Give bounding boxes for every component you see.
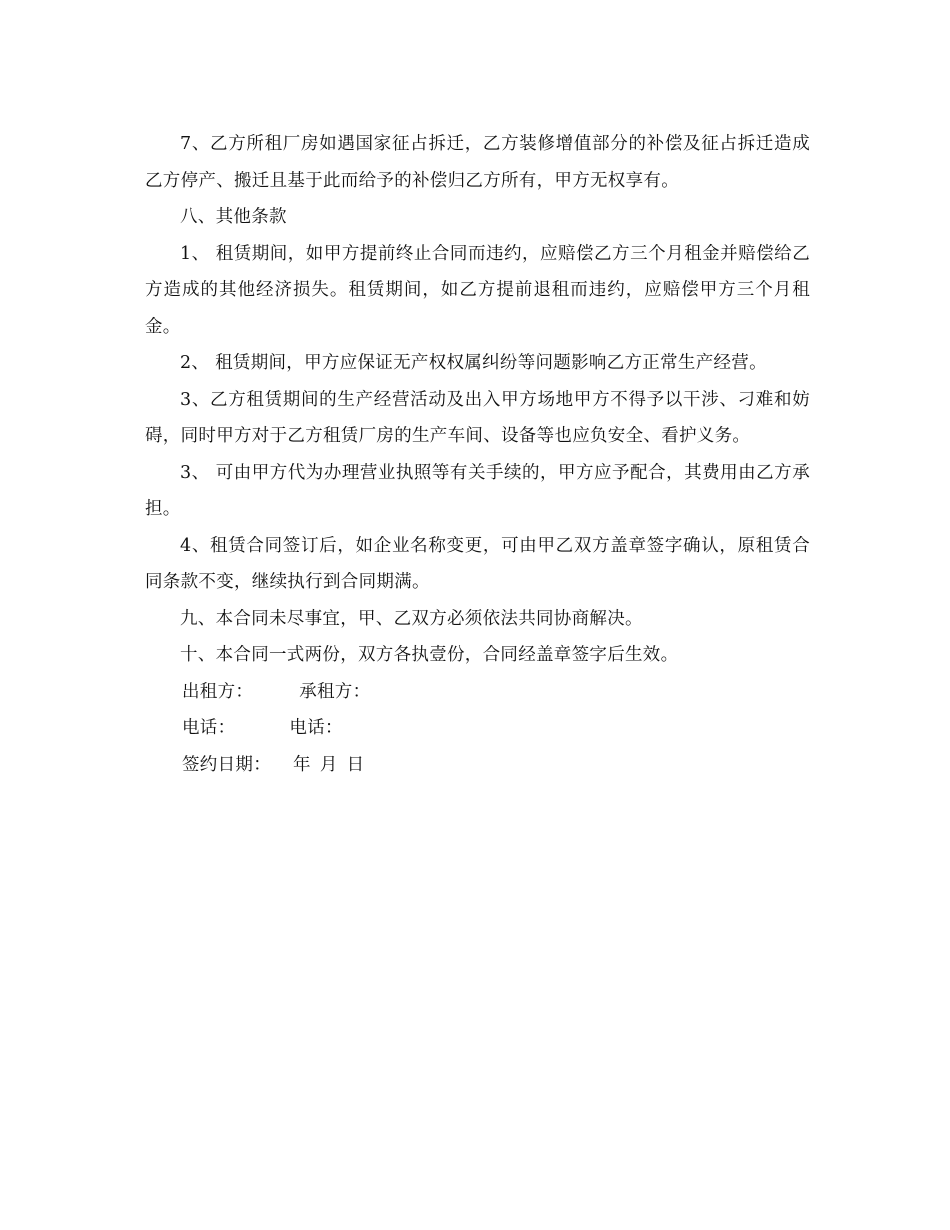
date-month-label: 月: [319, 754, 338, 775]
lessee-phone-label: 电话：: [289, 718, 343, 738]
section-9-unresolved-matters: 九、本合同未尽事宜，甲、乙双方必须依法共同协商解决。: [180, 608, 643, 629]
lessor-phone-label: 电话：: [182, 718, 236, 738]
section-10-copies: 十、本合同一式两份，双方各执壹份，合同经盖章签字后生效。: [180, 645, 679, 665]
clause-2-property-rights: 2、 租赁期间，甲方应保证无产权权属纠纷等问题影响乙方正常生产经营。: [180, 353, 767, 373]
signing-date-line: [145, 747, 810, 784]
clause-3-business-license: 3、 可由甲方代为办理营业执照等有关手续的，甲方应予配合，其费用由乙方承担。: [145, 462, 810, 519]
clause-3-non-interference: 3、乙方租赁期间的生产经营活动及出入甲方场地甲方不得予以干涉、刁难和妨碍，同时甲方对于乙方租赁厂房的生产车间、设备等也应负安全、看护义务。: [145, 389, 810, 446]
contract-body: [145, 126, 810, 783]
date-year-label: 年: [293, 754, 311, 775]
section-heading-other-terms: 八、其他条款: [180, 207, 287, 227]
date-day-label: 日: [346, 754, 365, 775]
signing-date-label: 签约日期：: [182, 754, 271, 775]
lessee-label: 承租方：: [299, 681, 371, 702]
lessor-label: 出租方：: [182, 681, 254, 702]
clause-1-early-termination: 1、 租赁期间，如甲方提前终止合同而违约，应赔偿乙方三个月租金并赔偿给乙方造成的其他经济损失。租赁期间，如乙方提前退租而违约，应赔偿甲方三个月租金。: [145, 243, 810, 337]
clause-7-relocation: 7、乙方所租厂房如遇国家征占拆迁，乙方装修增值部分的补偿及征占拆迁造成乙方停产、搬迁且基于此而给予的补偿归乙方所有，甲方无权享有。: [145, 134, 810, 191]
signature-phone-line: [145, 710, 810, 747]
signature-parties-line: [145, 674, 810, 711]
clause-4-name-change: 4、租赁合同签订后，如企业名称变更，可由甲乙双方盖章签字确认，原租赁合同条款不变，继续执行到合同期满。: [145, 535, 810, 592]
